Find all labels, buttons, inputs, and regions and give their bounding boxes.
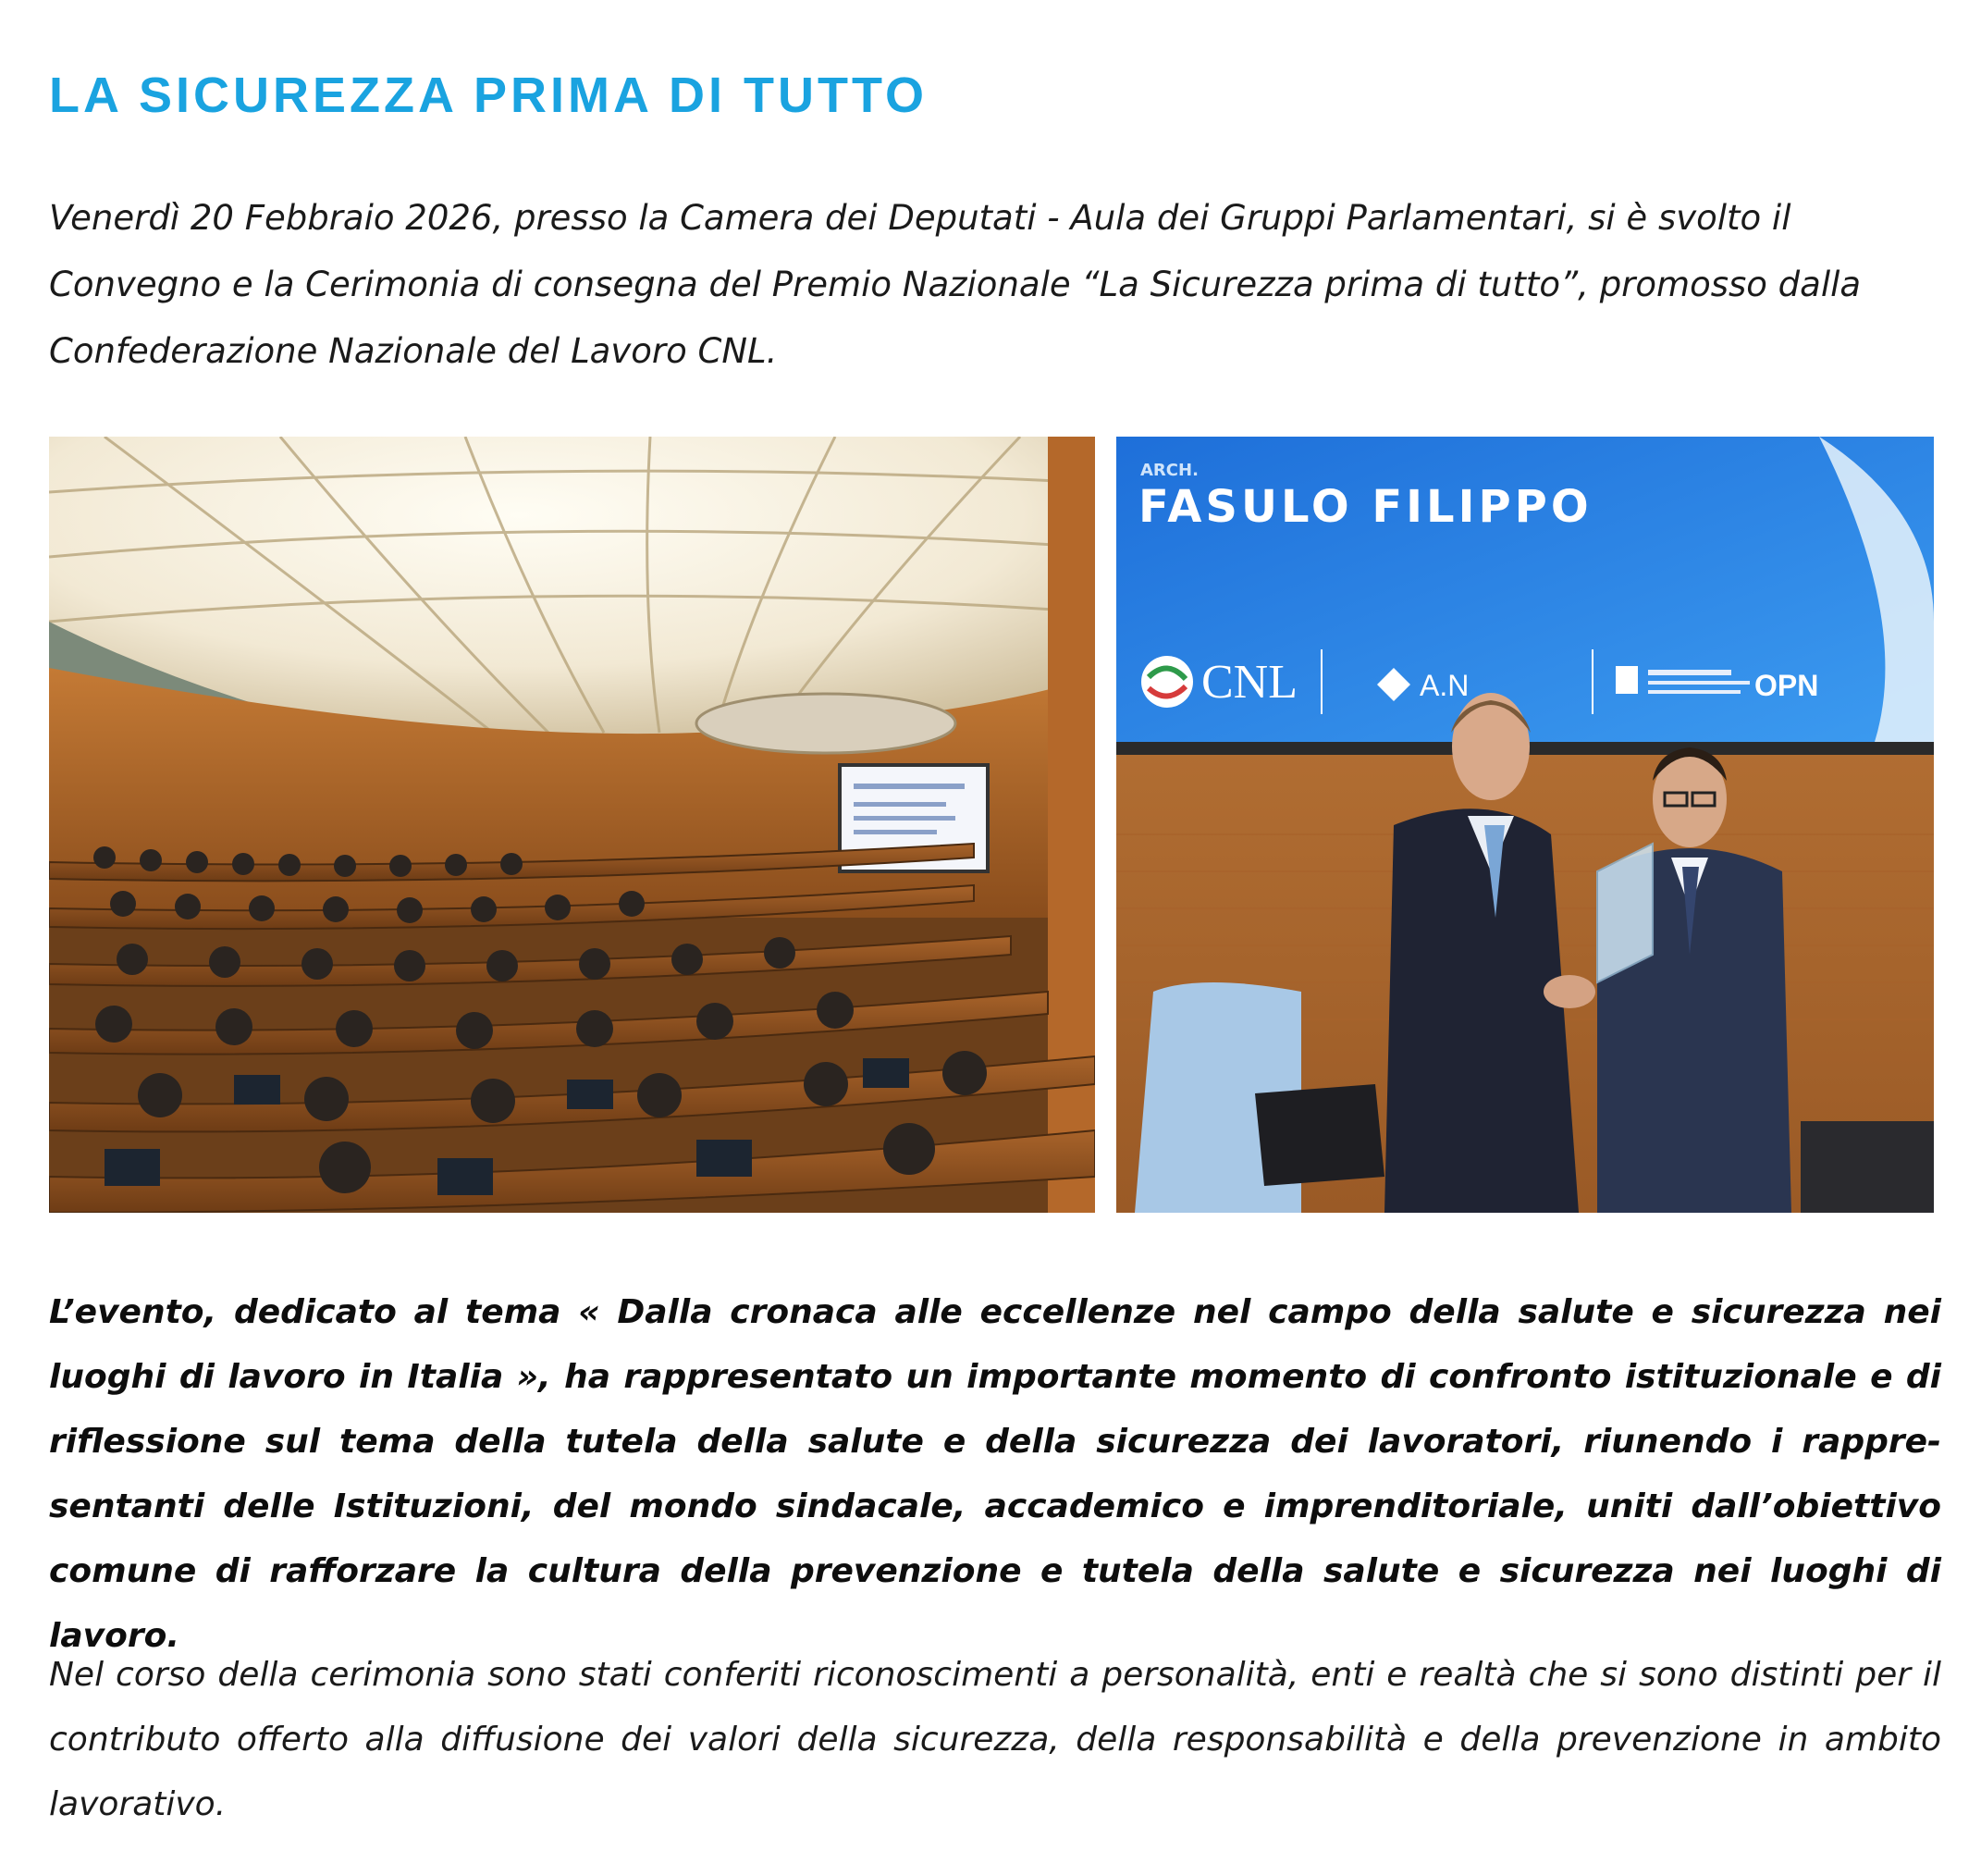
- closing-paragraph: Nel corso della cerimonia sono stati conferiti riconoscimenti a personalità, enti e realtà che si sono distinti per il contributo offerto alla diffusione dei valori della sicurezza, della responsabilità e della prevenzione in ambito lavorativo.: [49, 1656, 1941, 1823]
- anm-logo: A.N: [1420, 669, 1470, 702]
- cnl-logo: CNL: [1201, 656, 1298, 709]
- banner-name: FASULO FILIPPO: [1138, 481, 1593, 533]
- page-title: LA SICUREZZA PRIMA DI TUTTO: [49, 68, 928, 123]
- award-photo: [1116, 437, 1934, 1213]
- banner-prefix: ARCH.: [1140, 461, 1199, 480]
- highlight-paragraph: L’evento, dedicato al tema « Dalla cronaca alle eccellenze nel campo della salute e sicurezza nei luoghi di lavoro in Italia », ha rappresentato un importante momento di confronto istituzionale e di riflessione sul tema della tutela della salute e della sicurezza dei lavoratori, riunendo i rappre-sentanti delle Istituzioni, del mondo sindacale, accademico e imprenditoriale, uniti dall’obiettivo comune di rafforzare la cultura della prevenzione e tutela della salute e sicurezza nei luoghi di lavoro.: [49, 1293, 1941, 1655]
- opn-logo: OPN: [1754, 669, 1819, 702]
- intro-paragraph: Venerdì 20 Febbraio 2026, presso la Camera dei Deputati - Aula dei Gruppi Parlamentari, si è svolto il Convegno e la Cerimonia di consegna del Premio Nazionale “La Sicurezza prima di tutto”, promosso dalla Confederazione Nazionale del Lavoro CNL.: [49, 198, 1862, 371]
- hall-photo: [49, 437, 1095, 1213]
